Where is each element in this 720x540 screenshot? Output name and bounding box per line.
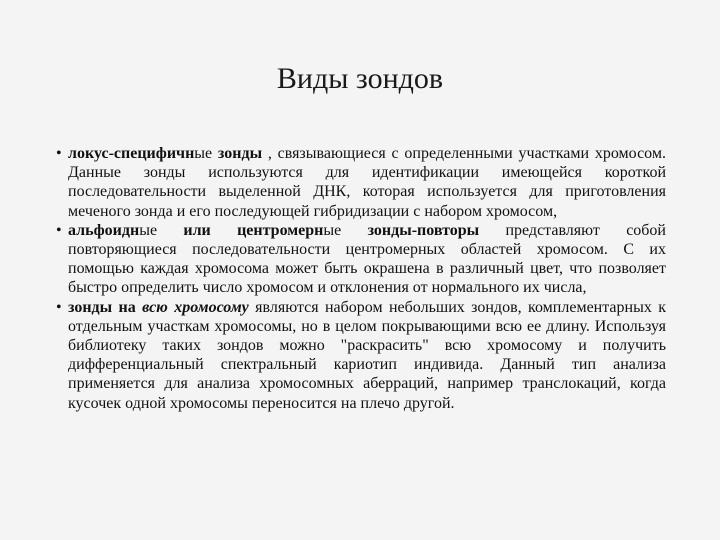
term-regular: ые <box>194 145 213 162</box>
term-bold: или центромерн <box>183 221 324 239</box>
bullet-icon: • <box>56 298 62 316</box>
bullet-list <box>56 144 666 413</box>
term-regular: ые <box>323 221 368 239</box>
term-bold-italic: всю хромосому <box>142 298 249 316</box>
slide-title: Виды зондов <box>276 62 444 95</box>
bullet-icon: • <box>56 221 62 239</box>
bullet-item-whole-chromosome <box>56 298 666 413</box>
bullet-item-alphoid <box>56 221 666 298</box>
bullet-item-locus-specific <box>56 144 666 221</box>
term-bold: зонды на <box>68 298 143 316</box>
term-regular: ые <box>139 221 184 239</box>
item-text: представляют собой повторяющиеся последовательности центромерных областей хромосом. С их помощью каждая хромосома может быть окрашена в различный цвет, что позволяет быстро определить число хромосом и отклонения от нормального их числа, <box>68 221 666 297</box>
item-text: являются набором небольших зондов, комплементарных к отдельным участкам хромосомы, но в целом покрывающими всю ее длину. Используя библиотеку таких зондов можно "раскрасить" всю хромосому и получить дифференциальный спектральный кариотип индивида. Данный тип анализа применяется для анализа хромосомных аберраций, например транслокаций, когда кусочек одной хромосомы переносится на плечо другой. <box>68 298 666 412</box>
term-bold: зонды <box>212 145 263 162</box>
term-bold: зонды-повторы <box>367 221 480 239</box>
term-bold: локус-специфичн <box>68 145 195 162</box>
item-text: , связывающиеся с определенными участками хромосом. Данные зонды используются для идентификации имеющейся короткой последовательности выделенной ДНК, которая используется для приготовления меченого зонда и его последующей гибридизации с набором хромосом, <box>68 145 667 220</box>
term-bold: альфоидн <box>68 221 140 239</box>
bullet-icon: • <box>56 145 62 162</box>
